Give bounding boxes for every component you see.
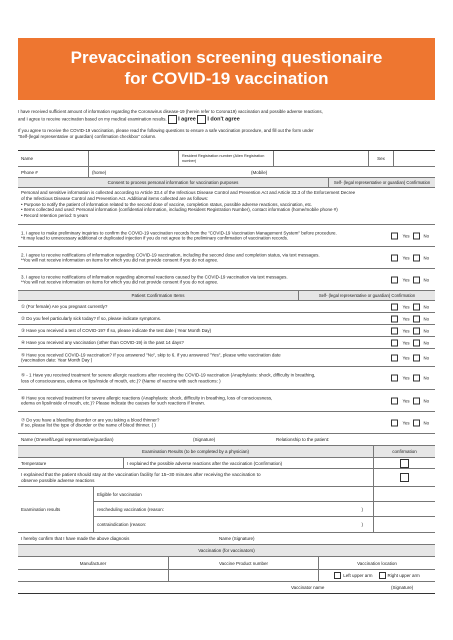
consent-bullet-3: • Record retention period: 5 years [21,213,89,219]
agreement-2-choices [391,254,429,261]
question-text [21,340,351,346]
question-text [21,417,351,428]
no-checkbox[interactable] [413,232,420,239]
yes-label: Yes [402,375,410,381]
disagree-label: I don't agree [207,116,240,123]
question-4: ④ Have you received any vaccination (other than COVID-19) in the past 14 days? [21,339,184,345]
agreement-row [18,269,435,291]
agreement-2-line-1: 2. I agree to receive notifications of information regarding COVID-19 vaccination, including the second dose and completion status, via text messages. [21,251,320,257]
no-checkbox[interactable] [413,315,420,322]
vaccinator-row [18,582,435,594]
yes-label: Yes [402,328,410,333]
contraindication-close: ) [361,522,363,527]
question-7-line-2: If so, please list the type of disorder or the name of blood thinner. ( ) [21,422,156,428]
yes-label: Yes [402,398,410,403]
no-label: No [423,328,429,333]
agreement-1-line-1: 1. I agree to make preliminary inquiries to confirm the COVID-19 vaccination records from the "COVID-19 Vaccination Management System" before procedure. [21,229,337,235]
yes-checkbox[interactable] [391,254,398,261]
location-label: Vaccination location [318,557,435,569]
no-checkbox[interactable] [413,397,420,404]
yes-checkbox[interactable] [391,232,398,239]
consent-bullet-2: • Items collected and used: Personal information (confidential information, including Resident Registration Number), contact information (home/mobile phone #) [21,207,338,213]
question-2: ② Do you feel particularly sick today? If so, please indicate symptoms. [21,315,162,321]
left-arm-checkbox[interactable] [334,572,341,579]
arm-choice-row [18,570,435,582]
exam-header-row [18,446,435,458]
diagnosis-text: I hereby confirm that I have made the above diagnosis [21,536,130,541]
no-label: No [423,398,429,403]
no-checkbox[interactable] [413,254,420,261]
intro-p1-b: and I agree to receive vaccination based on my medical examination results. [18,116,167,122]
yes-checkbox[interactable] [391,419,398,426]
contraindication-label: contraindication (reason: [97,522,147,527]
product-number-field[interactable] [168,570,318,581]
no-checkbox[interactable] [413,375,420,382]
observation-line-2: observe possible adverse reactions [21,477,95,483]
reschedule-label: rescheduling vaccination (reason: [97,506,165,512]
yes-checkbox[interactable] [391,303,398,310]
relationship-label: Relationship to the patient: [276,437,330,442]
name-row [18,151,435,167]
no-checkbox[interactable] [413,354,420,361]
no-label: No [423,420,429,425]
vaccinator-name-label: Vaccinator name [291,585,325,590]
consent-bullet-1: • Purpose to notify the patient of information related to the second dose of vaccine, completion status, possible adverse reactions, vaccination, etc. [21,201,313,207]
no-label: No [423,304,429,309]
no-label: No [423,233,429,238]
agreement-3-choices [391,276,429,283]
contraindication-option[interactable] [94,517,373,532]
phone-row [18,167,435,178]
name-label: Name [21,156,34,161]
agreement-text [21,274,351,285]
exam-results-confirm [373,487,435,532]
question-5-1-line-2: loss of consciousness, edema on lips/inside of mouth, etc.)? (Name of vaccine with such reactions: ) [21,378,221,383]
question-6-line-1: ⑥ Have you received treatment for severe allergic reactions (Anaphylaxis: shock, difficulty in breathing, loss of consciousness, [21,394,273,400]
exam-results-row [18,487,435,533]
observation-confirm [373,469,435,486]
vaccinator-signature-label: (Signature) [391,585,414,590]
agreement-text [21,252,351,263]
yes-checkbox[interactable] [391,375,398,382]
question-row [18,301,435,313]
right-arm-checkbox[interactable] [379,572,386,579]
phone-label: Phone # [21,169,38,175]
title-line-1: Prevaccination screening questionaire [70,48,383,67]
agreement-text [21,230,351,241]
question-row [18,337,435,349]
vaccination-header: Vaccination (for vaccinators) [198,548,255,553]
question-row [18,367,435,390]
agreement-2-line-2: *You will not receive information on items for which you did not provide consent if you do not agree. [21,257,219,263]
yes-label: Yes [402,277,410,282]
consent-body-row [18,188,435,225]
question-5-1-line-1: ⑤ - 1 Have you received treatment for severe allergic reactions after receiving the COVID-19 vaccination (Anaphylaxis: shock, difficulty in breathing, [21,372,316,378]
reschedule-close: ) [361,506,363,512]
patient-header-row [18,291,435,301]
mobile-phone-field[interactable] [248,167,435,177]
name-field[interactable] [88,151,178,166]
physician-signature: Name (Signature) [219,536,255,541]
question-7-line-1: ⑦ Do you have a bleeding disorder or are you taking a blood thinner? [21,416,160,422]
question-row [18,349,435,367]
question-text [21,352,351,363]
question-6-line-2: edema on lips/inside of mouth, etc.)? Please indicate the causes for such reactions if known. [21,400,206,406]
observation-text [18,469,373,486]
no-checkbox[interactable] [413,327,420,334]
intro-p1-a: I have received sufficient amount of information regarding the Coronavirus disease-19 (herein refer to Corona19) vaccination and possible adverse reactions, [18,109,323,114]
question-row [18,325,435,337]
yes-checkbox[interactable] [391,315,398,322]
question-7-choices [391,419,429,426]
question-row [18,390,435,412]
question-2-choices [391,315,429,322]
question-5-1-choices [391,375,429,382]
vaccination-columns-row [18,557,435,570]
yes-label: Yes [402,255,410,260]
no-label: No [423,277,429,282]
agree-label: I agree [178,116,196,123]
agreement-row [18,225,435,247]
no-label: No [423,355,429,360]
question-row [18,313,435,325]
question-3: ③ Have you received a test of COVID-19? If so, please indicate the test date ( Year Month Day) [21,327,212,333]
temperature-label: Temperature [21,460,47,466]
yes-checkbox[interactable] [391,276,398,283]
no-checkbox[interactable] [413,276,420,283]
agreement-3-line-2: *You will not receive information on items for which you did not provide consent if you do not agree. [21,279,219,285]
patient-confirm-header: Self- (legal representative or guardian) Confirmation [298,291,435,300]
yes-label: Yes [402,340,410,345]
mobile-label: (Mobile) [251,169,268,175]
home-label: (home) [92,169,107,175]
signer-name-label: Name (Oneself/Legal representative/guardian) [21,437,114,442]
consent-confirm-header: Self- (legal representative or guardian) Confirmation [328,178,435,187]
yes-checkbox[interactable] [391,339,398,346]
signature-row [18,434,435,446]
adverse-explained-checkbox[interactable] [400,459,409,468]
yes-label: Yes [402,304,410,309]
exam-header: Examination Results (to be completed by a physician) [141,449,250,454]
question-text [21,304,351,310]
question-5-choices [391,354,429,361]
adverse-explained-text: I explained the possible adverse reactions after the vaccination (Confirmation) [123,458,373,468]
manufacturer-label: Manufacturer [79,560,107,566]
intro-section [18,109,435,144]
patient-header: Patient Confirmation Items [131,293,185,298]
agreement-3-line-1: 3. I agree to receive notifications of information regarding abnormal reactions caused by the COVID-19 vaccination via text messages. [21,273,288,279]
product-number-label: Vaccine Product number [168,557,318,569]
question-1: ① (For female) Are you pregnant currently? [21,303,108,309]
question-5-line-1: ⑤ Have you received COVID-19 vaccination? If you answered "No", skip to 6. If you answered "Yes", please write vaccination date [21,351,281,357]
question-1-choices [391,303,429,310]
screening-form [18,150,435,594]
vaccination-header-row [18,545,435,557]
manufacturer-field[interactable] [18,570,168,581]
title-line-2: for COVID-19 vaccination [124,69,329,88]
temperature-row [18,458,435,469]
home-phone-field[interactable] [88,167,248,177]
consent-body-line-2: of the Infectious Disease Control and Prevention Act. Additional items collected are as follows: [21,195,209,201]
reschedule-option[interactable] [94,502,373,517]
yes-label: Yes [402,355,410,360]
yes-checkbox[interactable] [391,397,398,404]
question-text [21,316,351,322]
agreement-1-line-2: *It may lead to unnecessary additional or duplicated injection if you do not agree to the preliminary confirmation of vaccination records. [21,235,289,241]
eligible-option[interactable] [94,487,373,502]
no-checkbox[interactable] [413,339,420,346]
observation-line-1: I explained that the patient should stay at the vaccination facility for 15~30 minutes after receiving the vaccination to [21,472,261,477]
agreement-1-choices [391,232,429,239]
consent-header-row [18,178,435,188]
right-arm-label: Right upper arm [387,573,420,578]
exam-results-label: Examination results [21,507,61,512]
sex-field[interactable] [393,151,435,166]
consent-header: Consent to process personal information for vaccination purposes [107,180,239,185]
question-6-choices [391,397,429,404]
arm-choices [318,570,435,581]
title-banner [18,38,435,100]
left-arm-label: Left upper arm [343,573,373,578]
no-label: No [423,255,429,260]
question-4-choices [391,339,429,346]
question-text [21,328,351,334]
observation-checkbox[interactable] [400,473,409,482]
no-label: No [423,340,429,345]
exam-confirm-header: confirmation [373,446,435,457]
rrn-field[interactable] [273,151,368,166]
question-row [18,412,435,434]
yes-label: Yes [402,233,410,238]
intro-p2-a: If you agree to receive the COVID-19 vaccination, please read the following questions to ensure a safe vaccination procedure, and fill out the form under [18,128,314,133]
signature-label: (Signature) [193,437,216,442]
rrn-label: Resident Registration number (Alien Registration number) [178,151,273,166]
question-3-choices [391,327,429,334]
question-5-line-2: (vaccination date: Year Month Day ) [21,357,93,363]
eligible-label: Eligible for vaccination [97,491,142,497]
yes-label: Yes [402,420,410,425]
intro-p2-b: "Self-(legal representative or guardian) confirmation checkbox" column. [18,134,157,139]
no-label: No [423,316,429,321]
no-label: No [423,375,429,381]
agreement-row [18,247,435,269]
no-checkbox[interactable] [413,303,420,310]
yes-checkbox[interactable] [391,354,398,361]
exam-results-options [93,487,373,532]
adverse-explained-confirm [373,458,435,468]
no-checkbox[interactable] [413,419,420,426]
yes-checkbox[interactable] [391,327,398,334]
question-text [21,372,351,383]
consent-body [18,188,435,221]
diagnosis-row [18,533,435,545]
consent-body-line-1: Personal and sensitive information is collected according to Article 33.4 of the Infectious Disease Control and Prevention Act and Article 32.3 of the Enforcement Decree [21,190,356,195]
observation-row [18,469,435,487]
agree-checkbox[interactable] [168,115,177,124]
yes-label: Yes [402,316,410,321]
sex-label: Sex [368,151,393,166]
disagree-checkbox[interactable] [197,115,206,124]
question-text [21,395,351,406]
